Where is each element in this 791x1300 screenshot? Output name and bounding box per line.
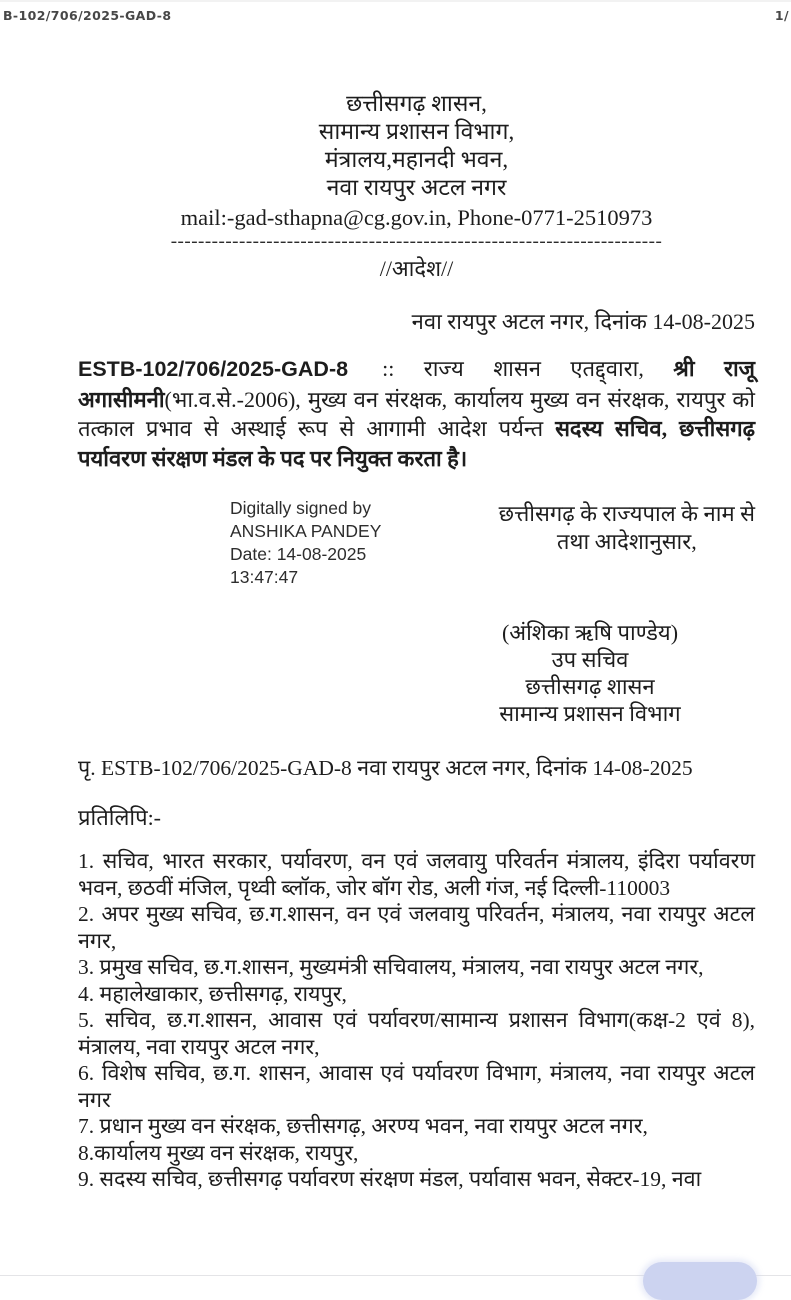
letterhead-line-government: छत्तीसगढ़ शासन, — [346, 91, 487, 116]
page-indicator: 1/ — [774, 8, 789, 23]
order-body-appointee-name: श्री राजू अगासीमनी — [78, 356, 755, 412]
endorsement-line: पृ. ESTB-102/706/2025-GAD-8 नवा रायपुर अटल नगर, दिनांक 14-08-2025 — [78, 756, 693, 780]
order-body-paragraph — [78, 354, 755, 473]
copy-item: 7. प्रधान मुख्य वन संरक्षक, छत्तीसगढ़, अरण्य भवन, नवा रायपुर अटल नगर, — [78, 1114, 648, 1138]
copy-item: 5. सचिव, छ.ग.शासन, आवास एवं पर्यावरण/सामान्य प्रशासन विभाग(कक्ष-2 एवं 8), मंत्रालय, नवा रायपुर अटल नगर, — [78, 1008, 755, 1059]
signatory-organization: छत्तीसगढ़ शासन — [525, 674, 655, 699]
letterhead-line-city: नवा रायपुर अटल नगर — [326, 175, 507, 200]
copy-item: 8.कार्यालय मुख्य वन संरक्षक, रायपुर, — [78, 1140, 359, 1165]
letterhead-line-department: सामान्य प्रशासन विभाग, — [318, 119, 515, 144]
letterhead-contact: mail:-gad-sthapna@cg.gov.in, Phone-0771-2510973 — [180, 205, 653, 230]
order-place-date: नवा रायपुर अटल नगर, दिनांक 14-08-2025 — [411, 309, 755, 334]
signatory-block — [425, 619, 755, 727]
viewer-topbar — [0, 2, 791, 30]
copy-to-label: प्रतिलिपि:- — [78, 805, 162, 830]
copy-item: 1. सचिव, भारत सरकार, पर्यावरण, वन एवं जलवायु परिवर्तन मंत्रालय, इंदिरा पर्यावरण भवन, छठवीं मंजिल, पृथ्वी ब्लॉक, जोर बॉग रोड, अली गंज, नई दिल्ली-110003 — [78, 849, 755, 900]
copy-item: 2. अपर मुख्य सचिव, छ.ग.शासन, वन एवं जलवायु परिवर्तन, मंत्रालय, नवा रायपुर अटल नगर, — [78, 902, 755, 953]
letterhead-line-building: मंत्रालय,महानदी भवन, — [324, 147, 509, 172]
copy-item: 9. सदस्य सचिव, छत्तीसगढ़ पर्यावरण संरक्षण मंडल, पर्यावास भवन, सेक्टर-19, नवा — [78, 1167, 702, 1191]
order-body-segment: (भा.व.से.-2006), मुख्य वन संरक्षक, कार्यालय मुख्य वन संरक्षक, रायपुर को तत्काल प्रभाव से अस्थाई रूप से आगामी आदेश पर्यन्त — [78, 386, 755, 441]
authority-line: छत्तीसगढ़ के राज्यपाल के नाम से — [498, 501, 755, 526]
copy-item: 4. महालेखाकार, छत्तीसगढ़, रायपुर, — [78, 981, 347, 1006]
digital-signature-time: 13:47:47 — [230, 567, 299, 587]
letterhead — [78, 90, 755, 232]
authority-statement — [499, 500, 755, 556]
copy-item: 6. विशेष सचिव, छ.ग. शासन, आवास एवं पर्यावरण विभाग, मंत्रालय, नवा रायपुर अटल नगर — [78, 1061, 755, 1112]
signatory-department: सामान्य प्रशासन विभाग — [499, 701, 681, 726]
copy-item: 3. प्रमुख सचिव, छ.ग.शासन, मुख्यमंत्री सचिवालय, मंत्रालय, नवा रायपुर अटल नगर, — [78, 955, 704, 979]
order-heading: //आदेश// — [379, 256, 454, 281]
digital-signature-name: ANSHIKA PANDEY — [230, 521, 382, 541]
order-ref-number: ESTB-102/706/2025-GAD-8 — [78, 357, 349, 381]
order-body-post-name: सदस्य सचिव, छत्तीसगढ़ पर्यावरण संरक्षण मंडल के पद पर नियुक्त करता है। — [78, 416, 755, 471]
signatory-name: (अंशिका ऋषि पाण्डेय) — [501, 620, 679, 645]
authority-line: तथा आदेशानुसार, — [556, 529, 697, 554]
floating-action-button[interactable] — [643, 1262, 757, 1300]
order-body-segment: :: राज्य शासन एतद्द्वारा, — [382, 356, 674, 381]
signature-row — [78, 497, 755, 589]
digital-signature-block — [230, 497, 381, 589]
signatory-designation: उप सचिव — [551, 647, 629, 672]
dashed-divider: ------------------------------------------------------------------------ — [170, 234, 663, 249]
copy-recipient-list — [78, 848, 755, 1193]
document-page — [0, 30, 791, 1193]
digital-signature-date: Date: 14-08-2025 — [230, 544, 367, 564]
file-reference: B-102/706/2025-GAD-8 — [3, 8, 172, 23]
digital-signature-line: Digitally signed by — [230, 498, 372, 518]
